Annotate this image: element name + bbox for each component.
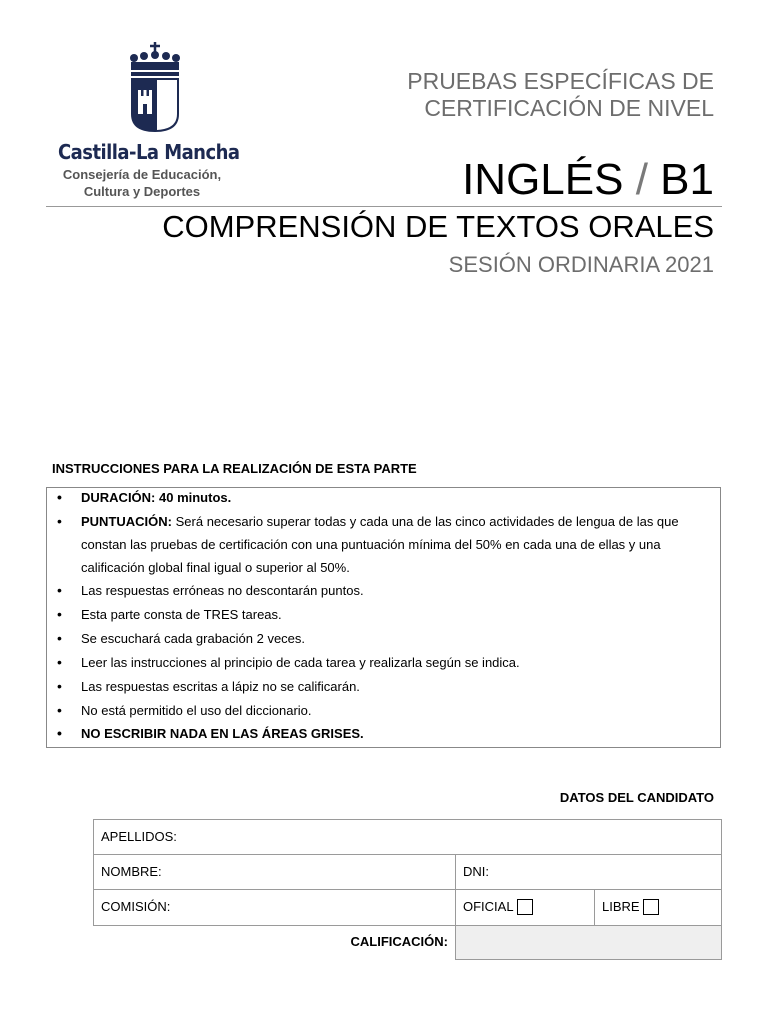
- header-line-2: CERTIFICACIÓN DE NIVEL: [424, 95, 714, 121]
- instruction-item: • No está permitido el uso del diccionario.: [81, 699, 714, 722]
- instructions-box: [46, 487, 721, 748]
- name-label: NOMBRE:: [101, 864, 162, 879]
- instruction-item: • Leer las instrucciones al principio de cada tarea y realizarla según se indica.: [81, 651, 714, 674]
- logo-subtitle: Consejería de Educación, Cultura y Deportes: [62, 167, 222, 199]
- coat-of-arms-icon: [128, 40, 182, 134]
- commission-label: COMISIÓN:: [101, 899, 171, 914]
- surname-label: APELLIDOS:: [101, 829, 177, 844]
- exam-session: SESIÓN ORDINARIA 2021: [448, 252, 714, 277]
- score-text: Será necesario superar todas y cada una de las cinco actividades de lengua de las que constan las pruebas de certificación con una puntuación mínima del 50% en cada una de ellas y una calificación global final igual o superior al 50%.: [81, 514, 679, 575]
- official-checkbox[interactable]: [517, 899, 533, 915]
- instruction-item: • Se escuchará cada grabación 2 veces.: [81, 627, 714, 650]
- commission-field[interactable]: [93, 889, 456, 926]
- grade-grey-area: [455, 925, 722, 960]
- grade-label: CALIFICACIÓN:: [350, 934, 448, 949]
- title-separator: /: [635, 155, 648, 204]
- surname-field[interactable]: [93, 819, 722, 855]
- free-checkbox[interactable]: [643, 899, 659, 915]
- official-option: [455, 889, 595, 926]
- exam-title: [462, 154, 714, 206]
- dni-label: DNI:: [463, 864, 489, 879]
- name-field[interactable]: [93, 854, 456, 890]
- free-label: LIBRE: [602, 899, 640, 914]
- candidate-title: DATOS DEL CANDIDATO: [559, 790, 714, 805]
- instruction-final: • NO ESCRIBIR NADA EN LAS ÁREAS GRISES.: [81, 722, 714, 745]
- instructions-title: INSTRUCCIONES PARA LA REALIZACIÓN DE ESTA PARTE: [52, 461, 417, 476]
- free-option: [594, 889, 722, 926]
- official-label: OFICIAL: [463, 899, 514, 914]
- instruction-duration: • DURACIÓN: 40 minutos.: [81, 486, 714, 509]
- score-label: PUNTUACIÓN:: [81, 514, 172, 529]
- header-divider: [46, 206, 722, 207]
- instruction-item: • Esta parte consta de TRES tareas.: [81, 603, 714, 626]
- instruction-item: • Las respuestas erróneas no descontarán puntos.: [81, 579, 714, 602]
- dni-field[interactable]: [455, 854, 722, 890]
- instruction-score: [81, 510, 714, 579]
- instruction-item: • Las respuestas escritas a lápiz no se calificarán.: [81, 675, 714, 698]
- exam-language: INGLÉS: [462, 155, 624, 204]
- logo-name: Castilla-La Mancha: [58, 140, 240, 164]
- exam-subtitle: COMPRENSIÓN DE TEXTOS ORALES: [162, 209, 714, 244]
- header-kicker: [407, 68, 714, 122]
- exam-level: B1: [660, 155, 714, 204]
- header-line-1: PRUEBAS ESPECÍFICAS DE: [407, 68, 714, 94]
